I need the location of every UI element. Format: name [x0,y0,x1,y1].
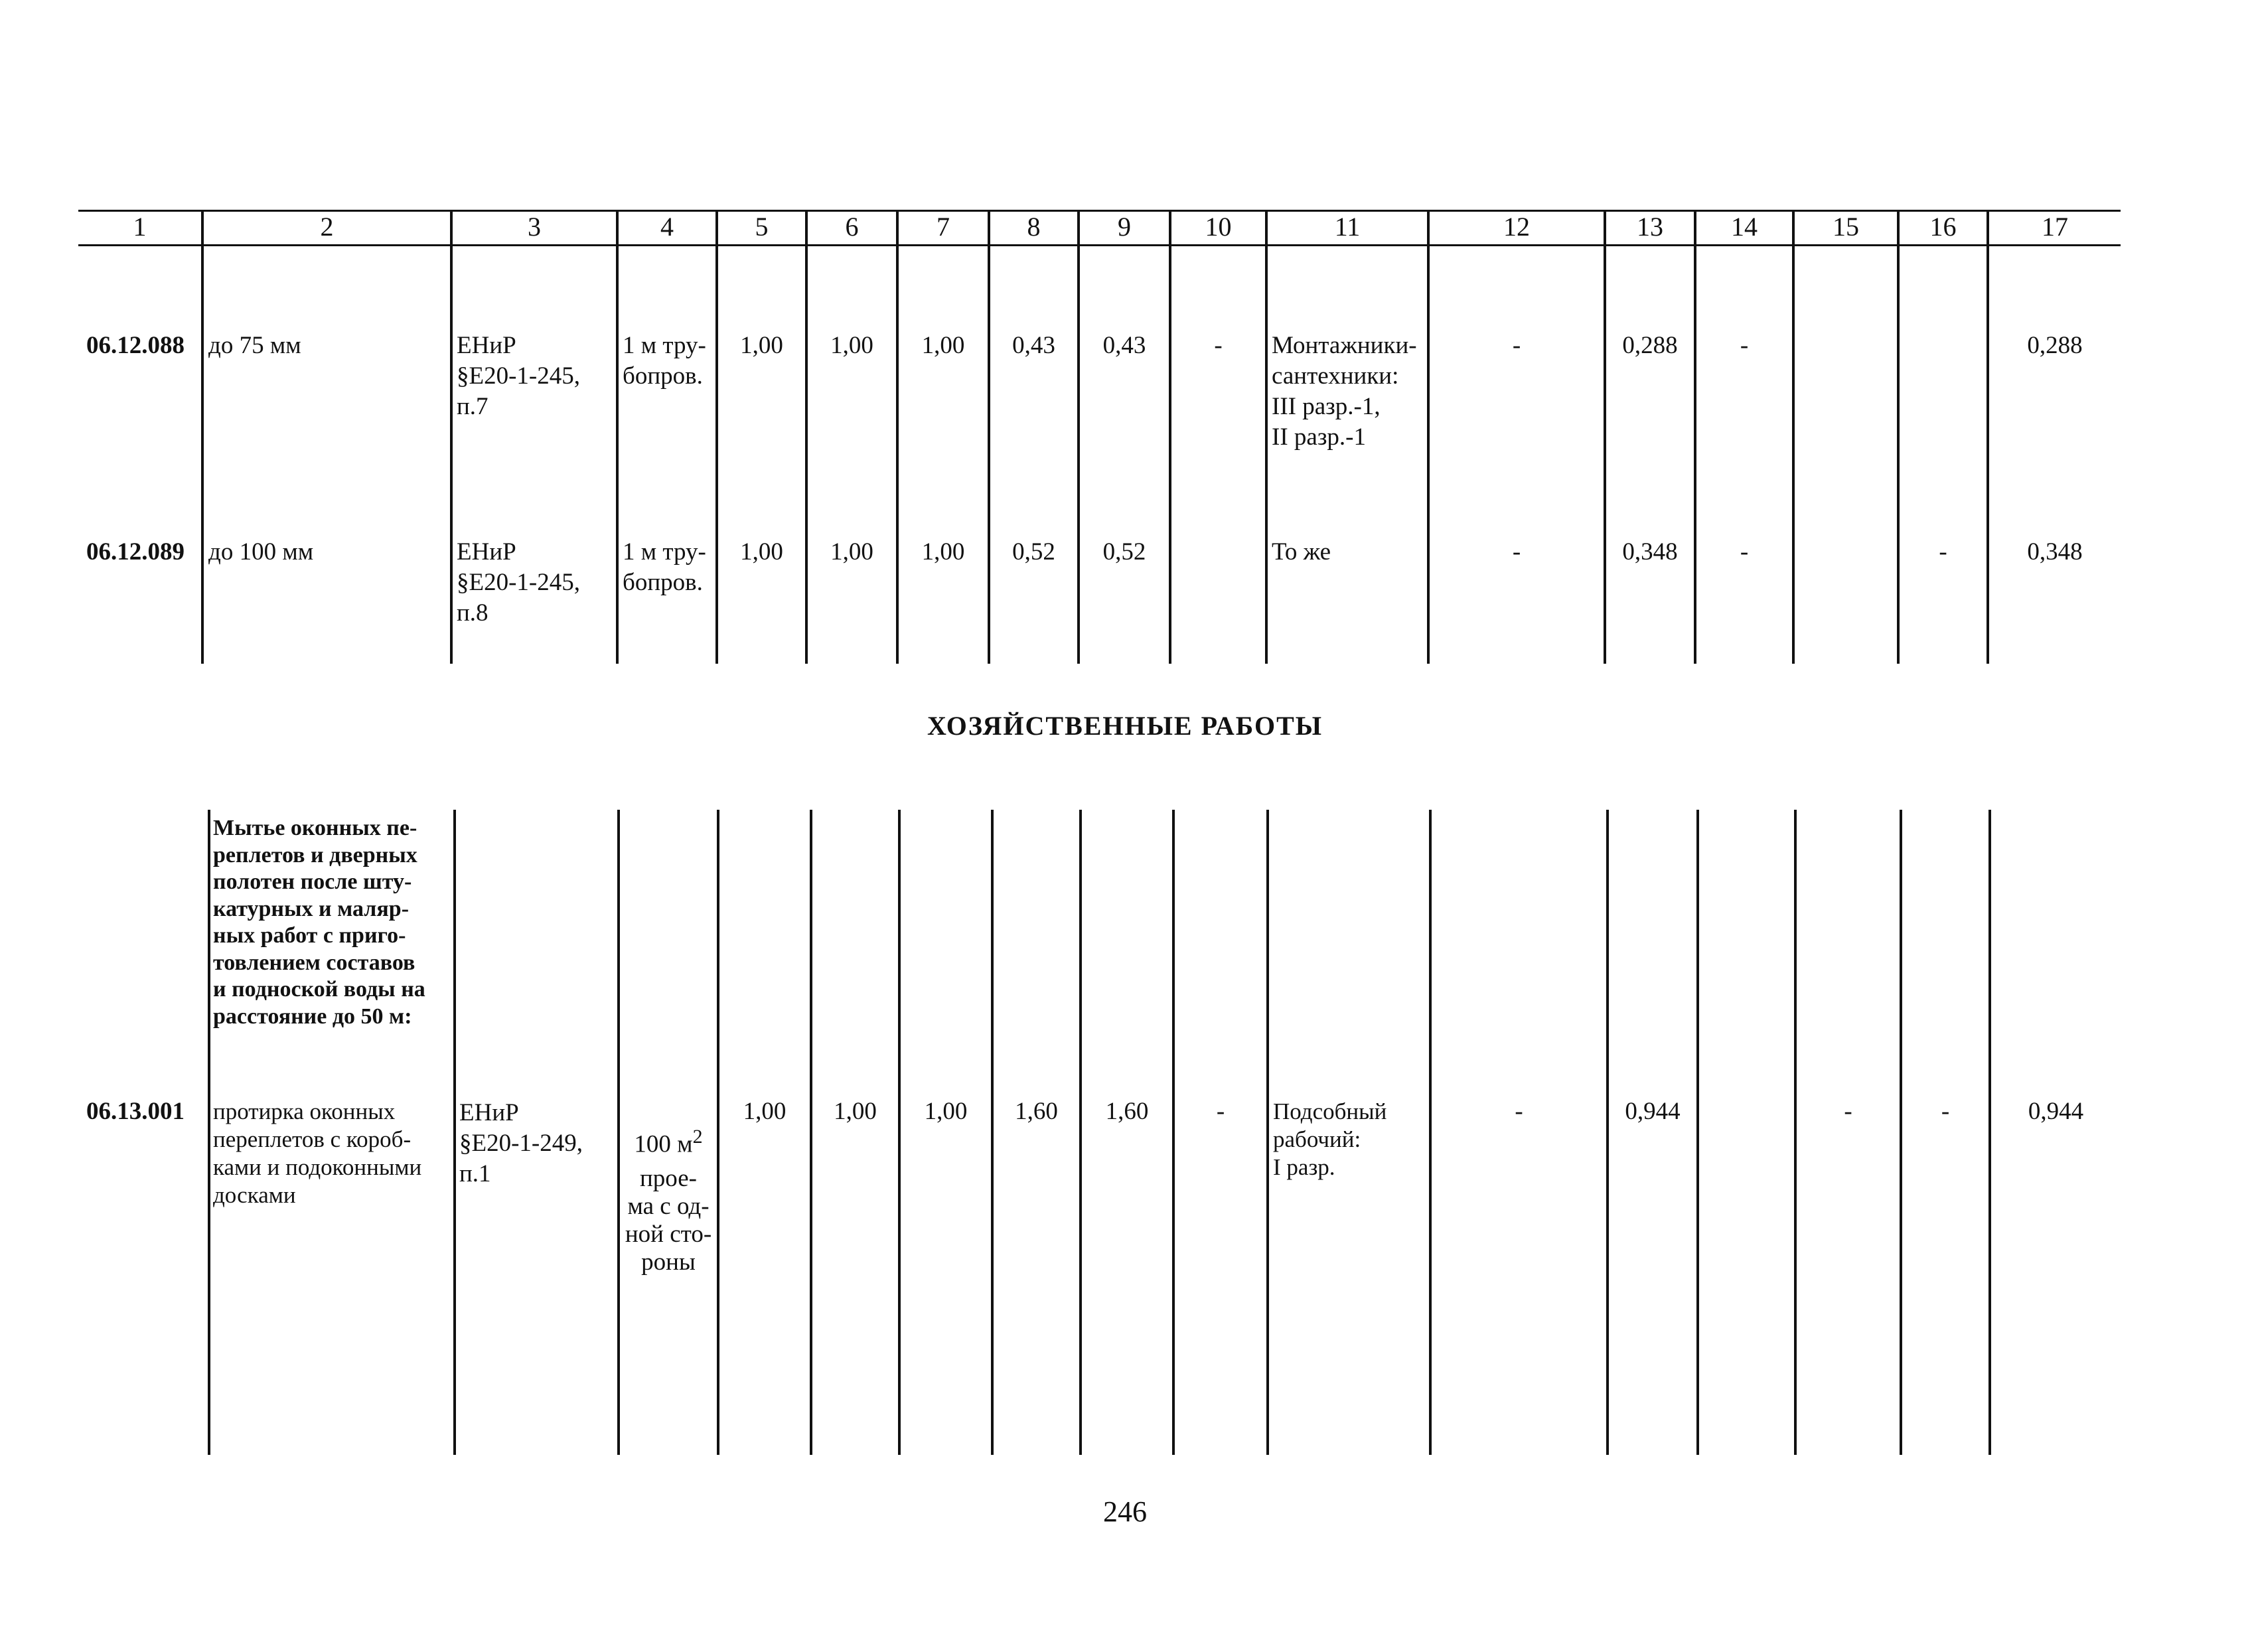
column-divider [715,246,718,664]
column-divider [1897,246,1900,664]
row-value-col17: 0,944 [2028,1098,2084,1125]
header-cell: 1 [133,212,147,242]
row-value-col15: - [1844,1098,1852,1125]
row-source-line: §Е20-1-245, [457,569,580,596]
column-divider [1792,246,1795,664]
row-value-col7: 1,00 [921,332,965,359]
column-divider [1079,810,1082,1455]
group-description-line: расстояние до 50 м: [213,1004,412,1029]
row-source-line: п.1 [459,1160,491,1187]
row-name-line: до 100 мм [208,538,314,565]
column-divider [450,246,453,664]
row-unit-superscript: 2 [692,1126,703,1148]
row-name [208,331,301,361]
row-value-col6: 1,00 [830,332,873,359]
row-unit-line: 1 м тру- [623,332,706,359]
header-cell: 15 [1833,212,1859,242]
header-cell: 17 [2042,212,2068,242]
column-divider [1694,246,1696,664]
header-cell: 5 [755,212,769,242]
column-divider [1794,810,1797,1455]
row-value-col12: - [1512,538,1521,565]
column-divider [810,810,812,1455]
column-divider [991,810,994,1455]
row-value-col9: 0,52 [1102,538,1146,565]
row-code: 06.13.001 [86,1098,185,1125]
page-number: 246 [1103,1495,1147,1528]
row-value-col5: 1,00 [743,1098,787,1125]
row-value-col9: 1,60 [1105,1098,1149,1125]
row-value-col7: 1,00 [921,538,965,565]
column-divider [208,810,210,1455]
group-description [213,815,425,1030]
row-value-col17: 0,288 [2027,332,2083,359]
row-value-col10: - [1216,1098,1225,1125]
row-unit-line: 1 м тру- [623,538,706,565]
group-description-line: и подноской воды на [213,977,425,1002]
column-divider [717,810,719,1455]
row-workers [1273,1098,1387,1181]
row-unit-rest [620,1165,717,1276]
section-title: ХОЗЯЙСТВЕННЫЕ РАБОТЫ [927,711,1323,741]
row-unit [623,331,706,392]
header-cell: 13 [1637,212,1663,242]
column-divider [1077,246,1080,664]
row-source [457,331,580,422]
row-source-line: п.7 [457,393,488,420]
row-value-col8: 0,43 [1012,332,1055,359]
group-description-line: Мытье оконных пе- [213,816,417,840]
column-divider [453,810,456,1455]
header-cell: 9 [1118,212,1131,242]
row-source [457,537,580,629]
group-description-line: катурных и маляр- [213,896,410,921]
row-workers-line: Подсобный [1273,1098,1387,1124]
row-value-col10: - [1214,332,1223,359]
column-divider [1988,810,1991,1455]
row-value-col13: 0,348 [1622,538,1678,565]
row-unit-line: роны [641,1248,696,1276]
row-value-col9: 0,43 [1102,332,1146,359]
row-workers-line: III разр.-1, [1272,393,1381,420]
column-divider [201,246,204,664]
row-workers-line: сантехники: [1272,362,1399,390]
group-description-line: товлением составов [213,950,415,975]
column-divider [1429,810,1432,1455]
row-code: 06.12.089 [86,538,185,565]
row-value-col6: 1,00 [830,538,873,565]
row-value-col14: - [1740,538,1749,565]
row-workers-line: II разр.-1 [1272,423,1367,451]
header-cell: 16 [1929,212,1957,242]
row-value-col12: - [1512,332,1521,359]
row-name-line: протирка оконных [213,1098,396,1124]
row-workers-line: То же [1272,538,1331,565]
row-value-col16: - [1939,538,1947,565]
row-unit-line: бопров. [623,569,703,596]
group-description-line: ных работ с приго- [213,923,406,948]
header-cell: 12 [1503,212,1530,242]
column-divider [1266,810,1269,1455]
header-cell: 8 [1027,212,1041,242]
column-divider [988,246,990,664]
row-value-col17: 0,348 [2027,538,2083,565]
row-value-col5: 1,00 [740,538,783,565]
column-divider [896,246,899,664]
row-workers-line: Монтажники- [1272,332,1417,359]
row-source-line: ЕНиР [457,538,516,565]
column-divider [1169,246,1171,664]
header-cell: 4 [660,212,674,242]
row-source-line: ЕНиР [459,1099,519,1126]
column-divider [616,246,619,664]
column-divider [1265,246,1268,664]
row-value-col13: 0,288 [1622,332,1678,359]
row-code: 06.12.088 [86,332,185,359]
header-cell: 2 [320,212,334,242]
column-divider [1172,810,1175,1455]
row-value-col8: 0,52 [1012,538,1055,565]
row-name [208,537,313,567]
column-divider [1696,810,1699,1455]
row-name-line: переплетов с короб- [213,1126,412,1152]
row-source-line: п.8 [457,599,488,627]
row-unit [623,537,706,598]
header-bottom-border [78,244,2121,246]
row-workers [1272,537,1331,567]
row-source [459,1098,583,1189]
column-divider [1604,246,1606,664]
header-cell: 11 [1334,212,1361,242]
row-workers-line: I разр. [1273,1154,1335,1180]
column-divider [1427,246,1430,664]
header-cell: 7 [937,212,950,242]
row-workers [1272,331,1417,453]
row-unit [620,1122,717,1276]
group-description-line: реплетов и дверных [213,842,417,867]
row-name-line: до 75 мм [208,332,301,359]
group-description-line: полотен после шту- [213,869,412,894]
row-value-col13: 0,944 [1625,1098,1681,1125]
header-cell: 6 [845,212,859,242]
row-value-col6: 1,00 [834,1098,877,1125]
row-source-line: §Е20-1-249, [459,1130,583,1157]
column-divider [1900,810,1902,1455]
row-value-col14: - [1740,332,1749,359]
row-unit-line: ма с од- [627,1193,710,1221]
row-value-col16: - [1941,1098,1950,1125]
row-unit-line: прое- [640,1165,697,1193]
column-divider [898,810,901,1455]
header-cell: 14 [1731,212,1758,242]
row-source-line: ЕНиР [457,332,516,359]
row-value-col5: 1,00 [740,332,783,359]
column-divider [1606,810,1609,1455]
column-divider [1987,246,1989,664]
row-value-col8: 1,60 [1015,1098,1058,1125]
row-source-line: §Е20-1-245, [457,362,580,390]
row-name-line: досками [213,1182,296,1208]
row-value-col7: 1,00 [924,1098,968,1125]
row-workers-line: рабочий: [1273,1126,1361,1152]
row-name [213,1098,421,1209]
row-unit-line: бопров. [623,362,703,390]
row-value-col12: - [1515,1098,1523,1125]
header-cell: 10 [1205,212,1232,242]
header-cell: 3 [528,212,541,242]
row-unit-main: 100 м [634,1130,693,1158]
row-name-line: ками и подоконными [213,1154,422,1180]
row-unit-line: ной сто- [625,1221,712,1248]
column-divider [805,246,808,664]
